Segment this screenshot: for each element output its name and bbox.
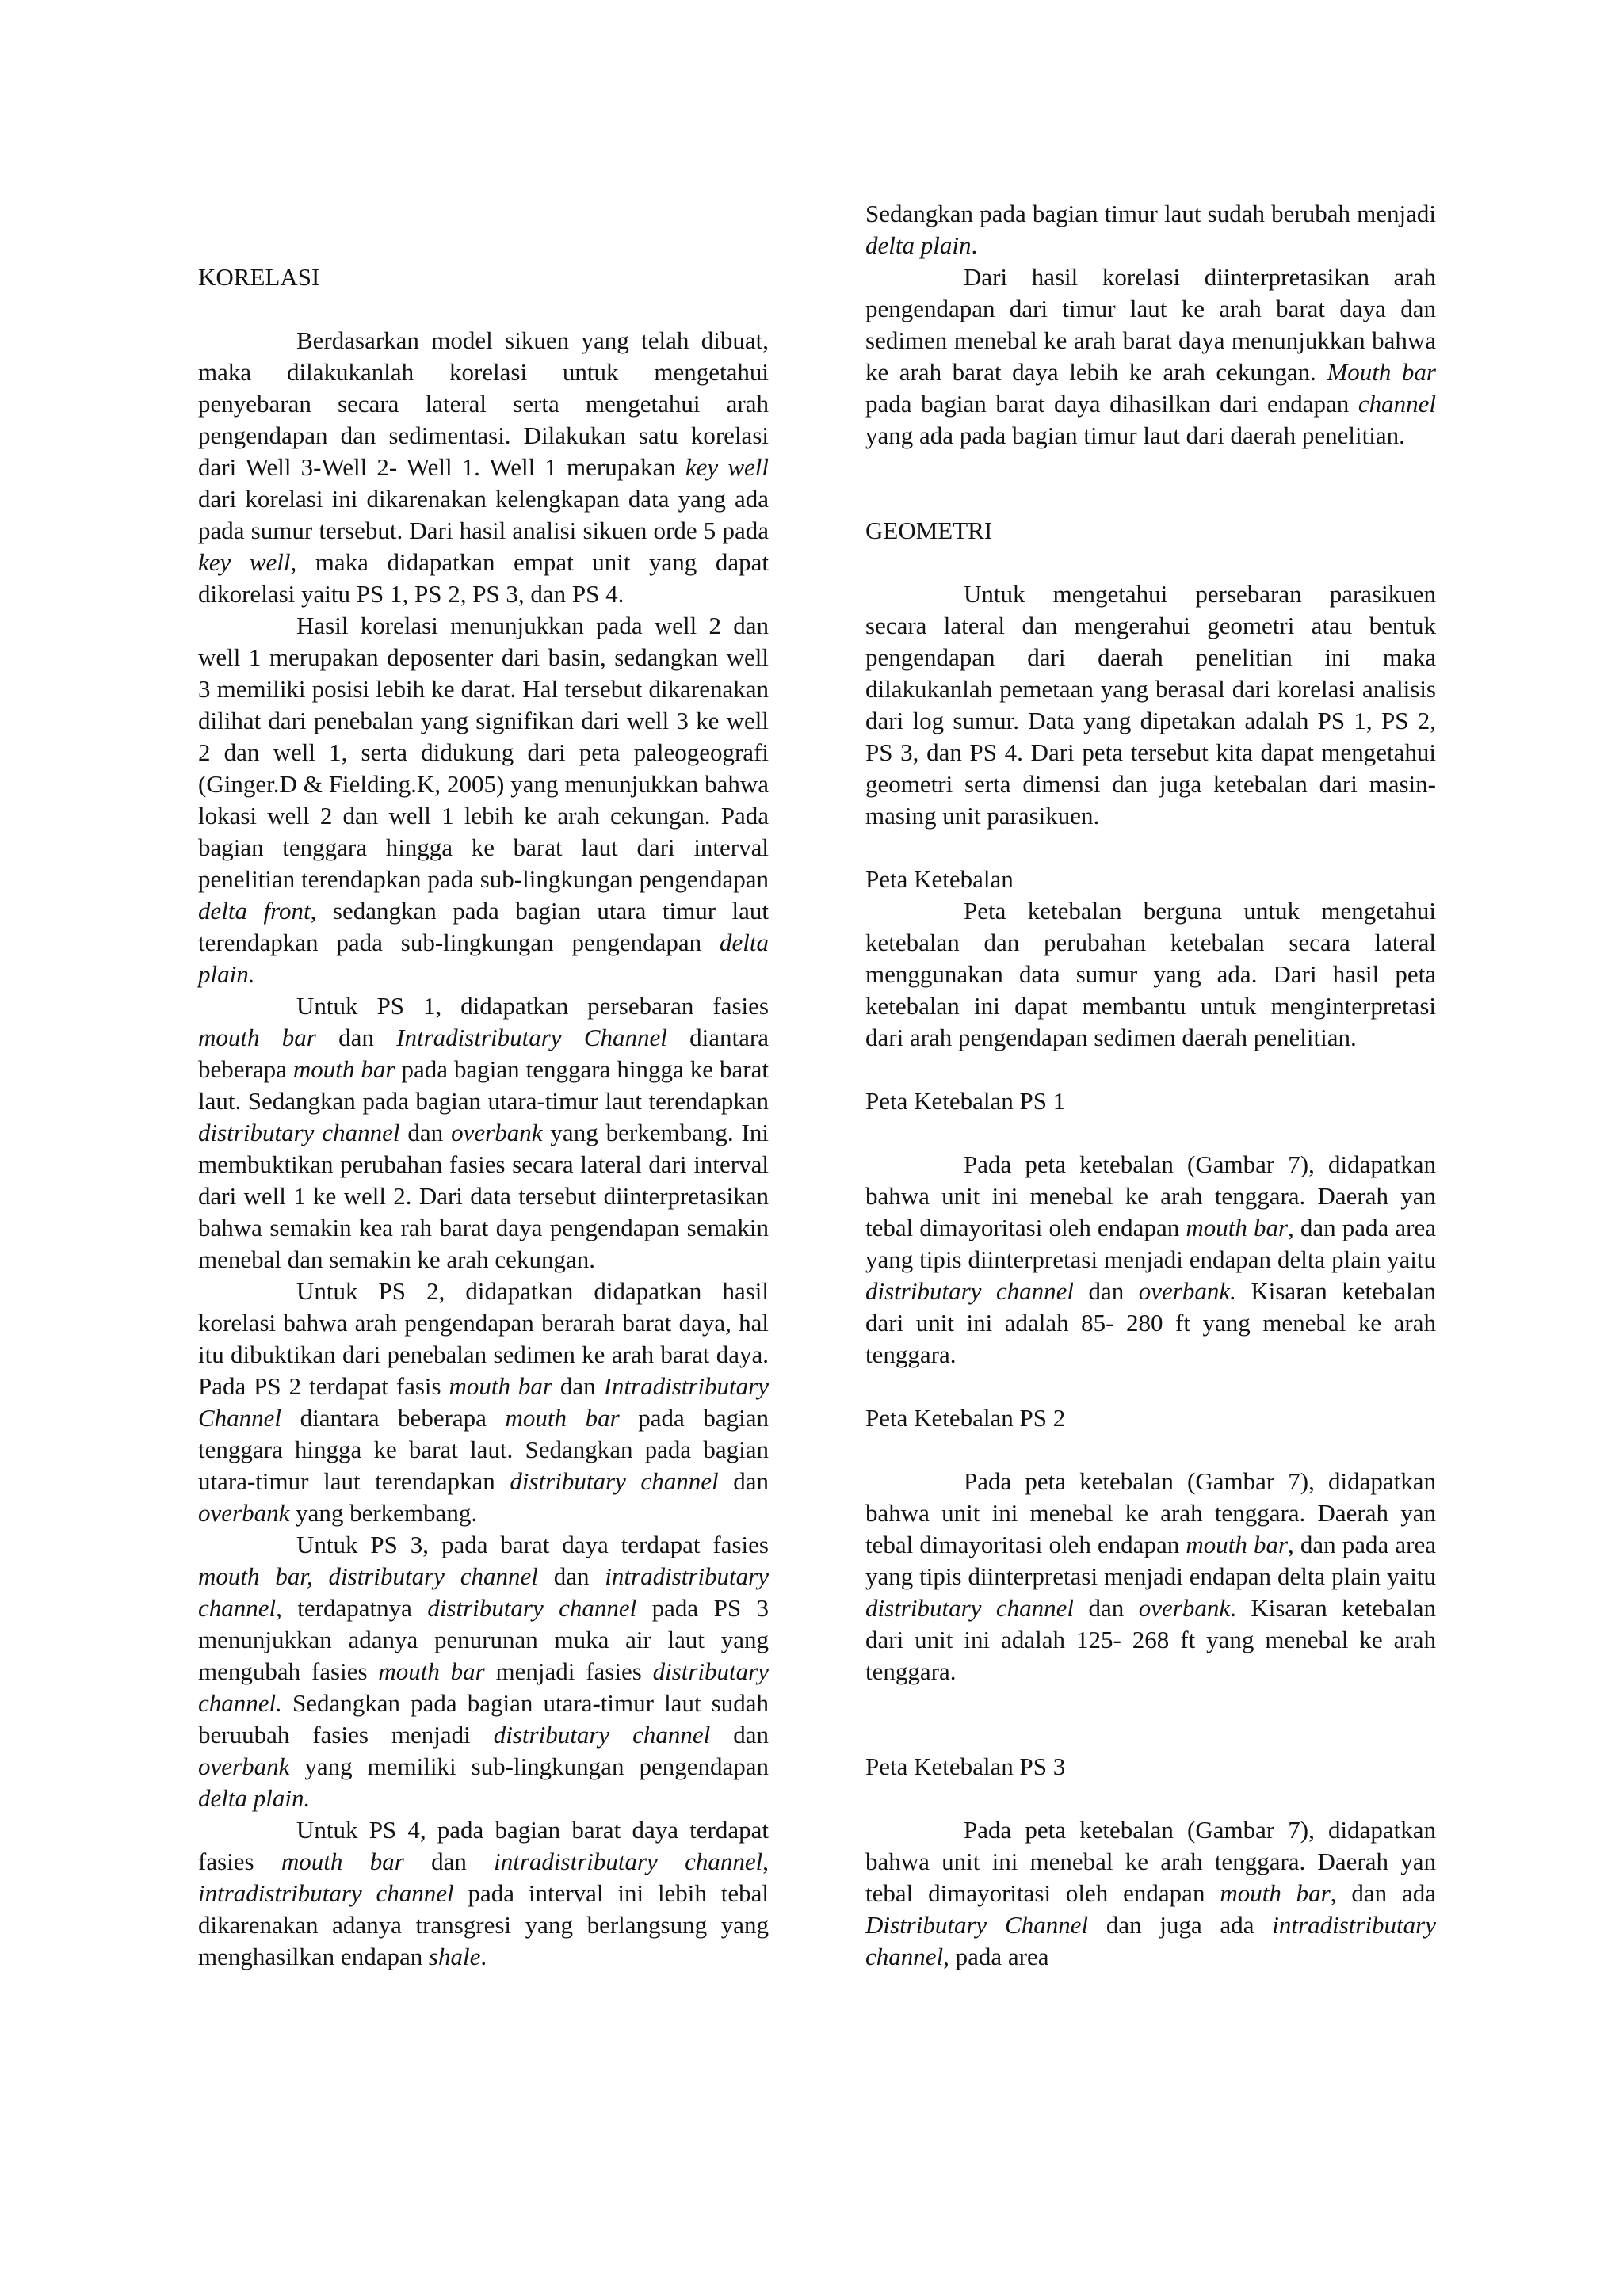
text-run: Pada peta ketebalan (Gambar 7), didapatkan bahwa unit ini menebal ke arah tenggara. Daerah yan tebal dimayoritasi oleh endapan (865, 1816, 1436, 1907)
text-run: , sedangkan pada bagian utara timur laut terendapkan pada sub-lingkungan pengendapan (198, 897, 769, 956)
text-run: maka didapatkan empat unit yang dapat dikorelasi yaitu PS 1, PS 2, PS 3, dan PS 4. (198, 548, 769, 608)
text-run: Peta ketebalan berguna untuk mengetahui ketebalan dan perubahan ketebalan secara lateral menggunakan data sumur yang ada. Dari hasil peta ketebalan ini dapat membantu untuk menginterpretasi dari arah pengendapan sedimen daerah penelitian. (865, 897, 1436, 1051)
text-run: dan juga ada (1088, 1911, 1273, 1939)
italic-term: mouth bar (1186, 1214, 1289, 1241)
italic-term: intradistributary channel (865, 1911, 1436, 1970)
text-run: Untuk PS 4, pada bagian barat daya terdapat fasies (198, 1816, 769, 1875)
italic-term: mouth bar (378, 1657, 485, 1685)
italic-term: mouth bar (449, 1372, 552, 1400)
text-run: Sedangkan pada bagian utara-timur laut sudah beruubah fasies menjadi (198, 1689, 769, 1749)
text-run: Hasil korelasi menunjukkan pada well 2 dan well 1 merupakan deposenter dari basin, sedangkan well 3 memiliki posisi lebih ke darat. Hal tersebut dikarenakan dilihat dari penebalan yang signifikan dari well 3 ke well 2 dan well 1, serta didukung dari peta paleogeografi (Ginger.D & Fielding.K, 2005) yang menunjukkan bahwa lokasi well 2 dan well 1 lebih ke arah cekungan. Pada bagian tenggara hingga ke barat laut dari interval penelitian terendapkan pada sub-lingkungan pengendapan (198, 612, 769, 893)
text-run: dan (552, 1372, 604, 1400)
paragraph (865, 1149, 1436, 1371)
paragraph (865, 261, 1436, 452)
text-run: Dari hasil korelasi diinterpretasikan arah pengendapan dari timur laut ke arah barat daya dan sedimen menebal ke arah barat daya menunjukkan bahwa ke arah barat daya lebih ke arah cekungan. (865, 263, 1436, 386)
paragraph (865, 198, 1436, 261)
text-run: dan (718, 1467, 769, 1495)
paragraph (865, 1814, 1436, 1973)
subheading-peta-ketebalan-ps3: Peta Ketebalan PS 3 (865, 1753, 1066, 1780)
text-run: dari korelasi ini dikarenakan kelengkapan data yang ada pada sumur tersebut. Dari hasil analisi sikuen orde 5 pada (198, 485, 769, 544)
paragraph (865, 578, 1436, 832)
italic-term: Intradistributary Channel (198, 1372, 769, 1432)
text-run: pada bagian tenggara hingga ke barat laut. Sedangkan pada bagian utara-timur laut terendapkan (198, 1055, 769, 1115)
italic-term: mouth bar (292, 1055, 395, 1083)
italic-term: mouth bar (281, 1848, 404, 1875)
italic-term: mouth bar (505, 1404, 620, 1432)
italic-term: channel (1358, 390, 1436, 418)
italic-term: key well (685, 453, 769, 481)
italic-term: delta plain (865, 231, 972, 259)
italic-term: key well, (198, 548, 297, 576)
text-run: dan (537, 1562, 605, 1590)
text-run: , dan pada area yang tipis diinterpretasi menjadi endapan delta plain yaitu (865, 1214, 1436, 1273)
italic-term: Distributary Channel (865, 1911, 1089, 1939)
left-column (198, 261, 769, 1973)
text-run: Berdasarkan model sikuen yang telah dibuat, maka dilakukanlah korelasi untuk mengetahui penyebaran secara lateral serta mengetahui arah pengendapan dan sedimentasi. Dilakukan satu korelasi dari Well 3-Well 2- Well 1. Well 1 merupakan (198, 326, 769, 481)
italic-term: Intradistributary Channel (396, 1024, 667, 1051)
text-run: pada bagian barat daya dihasilkan dari endapan (865, 390, 1358, 418)
text-run: diantara beberapa (198, 1024, 769, 1083)
text-run: dan (399, 1119, 452, 1146)
subheading-peta-ketebalan: Peta Ketebalan (865, 865, 1014, 893)
text-run: yang memiliki sub-lingkungan pengendapan (289, 1753, 769, 1780)
text-run: pada bagian tenggara hingga ke barat laut. Sedangkan pada bagian utara-timur laut terendapkan (198, 1404, 769, 1495)
paragraph (198, 990, 769, 1276)
right-column (865, 198, 1436, 1973)
italic-term: delta front (198, 897, 311, 925)
text-run: Untuk PS 2, didapatkan didapatkan hasil korelasi bahwa arah pengendapan berarah barat daya, hal itu dibuktikan dari penebalan sedimen ke arah barat daya. Pada PS 2 terdapat fasis (198, 1277, 769, 1400)
italic-term: distributary channel (865, 1277, 1075, 1305)
text-run: , (762, 1848, 769, 1875)
text-run: Sedangkan pada bagian timur laut sudah berubah menjadi (865, 200, 1436, 227)
text-run: diantara beberapa (281, 1404, 506, 1432)
italic-term: delta plain. (198, 1784, 311, 1812)
text-run: . Kisaran ketebalan dari unit ini adalah 125- 268 ft yang menebal ke arah tenggara. (865, 1594, 1436, 1685)
text-run: , pada area (943, 1943, 1049, 1970)
italic-term: overbank (198, 1753, 290, 1780)
text-run: pada interval ini lebih tebal dikarenakan adanya transgresi yang berlangsung yang menghasilkan endapan (198, 1879, 769, 1970)
text-run: dan (710, 1721, 769, 1749)
text-run: dan (1074, 1594, 1139, 1622)
text-run: Kisaran ketebalan dari unit ini adalah 85- 280 ft yang menebal ke arah tenggara. (865, 1277, 1436, 1368)
italic-term: distributary channel (865, 1594, 1075, 1622)
text-run: yang ada pada bagian timur laut dari daerah penelitian. (865, 421, 1405, 449)
paragraph (198, 610, 769, 990)
subheading-peta-ketebalan-ps1: Peta Ketebalan PS 1 (865, 1087, 1066, 1115)
italic-term: intradistributary channel (494, 1848, 763, 1875)
text-run: dan (403, 1848, 495, 1875)
text-run: Pada peta ketebalan (Gambar 7), didapatkan bahwa unit ini menebal ke arah tenggara. Daerah yan tebal dimayoritasi oleh endapan (865, 1150, 1436, 1241)
text-run: Pada peta ketebalan (Gambar 7), didapatkan bahwa unit ini menebal ke arah tenggara. Daerah yan tebal dimayoritasi oleh endapan (865, 1467, 1436, 1558)
paragraph (198, 325, 769, 610)
italic-term: overbank (198, 1499, 290, 1527)
italic-term: overbank. (1138, 1277, 1236, 1305)
text-run: , dan ada (1330, 1879, 1436, 1907)
italic-term: distributary channel. (198, 1657, 769, 1717)
text-run: dan (1074, 1277, 1139, 1305)
subheading-peta-ketebalan-ps2: Peta Ketebalan PS 2 (865, 1404, 1066, 1432)
italic-term: distributary channel (510, 1467, 719, 1495)
italic-term: overbank (451, 1119, 543, 1146)
text-run: pada PS 3 menunjukkan adanya penurunan muka air laut yang mengubah fasies (198, 1594, 769, 1685)
text-run: , dan pada area yang tipis diinterpretasi menjadi endapan delta plain yaitu (865, 1531, 1436, 1590)
italic-term: Mouth bar (1327, 358, 1436, 386)
section-heading-geometri: GEOMETRI (865, 517, 993, 544)
text-run: menjadi fasies (484, 1657, 653, 1685)
section-heading-korelasi: KORELASI (198, 263, 320, 291)
italic-term: distributary channel (427, 1594, 637, 1622)
text-run: . (971, 231, 978, 259)
italic-term: mouth bar (1220, 1879, 1331, 1907)
text-run: , terdapatnya (276, 1594, 428, 1622)
text-run: Untuk mengetahui persebaran parasikuen secara lateral dan mengerahui geometri atau bentuk pengendapan dari daerah penelitian ini maka dilakukanlah pemetaan yang berasal dari korelasi analisis dari log sumur. Data yang dipetakan adalah PS 1, PS 2, PS 3, dan PS 4. Dari peta tersebut kita dapat mengetahui geometri serta dimensi dan juga ketebalan dari masin-masing unit parasikuen. (865, 580, 1436, 830)
italic-term: distributary channel (198, 1119, 400, 1146)
italic-term: distributary channel (493, 1721, 711, 1749)
italic-term: overbank (1138, 1594, 1231, 1622)
text-run: yang berkembang. Ini membuktikan perubahan fasies secara lateral dari interval dari well 1 ke well 2. Dari data tersebut diinterpretasikan bahwa semakin kea rah barat daya pengendapan semakin menebal dan semakin ke arah cekungan. (198, 1119, 769, 1273)
paragraph (865, 1466, 1436, 1688)
paragraph (198, 1814, 769, 1973)
italic-term: intradistributary channel (198, 1562, 769, 1622)
text-run: dan (315, 1024, 397, 1051)
italic-term: delta plain. (198, 929, 769, 988)
paragraph (198, 1276, 769, 1529)
italic-term: shale (428, 1943, 481, 1970)
text-run: Untuk PS 3, pada barat daya terdapat fasies (296, 1531, 769, 1558)
italic-term: mouth bar (1186, 1531, 1289, 1558)
paragraph (865, 895, 1436, 1054)
text-run: yang berkembang. (289, 1499, 478, 1527)
text-run: . (480, 1943, 487, 1970)
italic-term: mouth bar, distributary channel (198, 1562, 538, 1590)
italic-term: mouth bar (198, 1024, 316, 1051)
paragraph (198, 1529, 769, 1814)
text-run: Untuk PS 1, didapatkan persebaran fasies (296, 992, 769, 1020)
italic-term: intradistributary channel (198, 1879, 454, 1907)
